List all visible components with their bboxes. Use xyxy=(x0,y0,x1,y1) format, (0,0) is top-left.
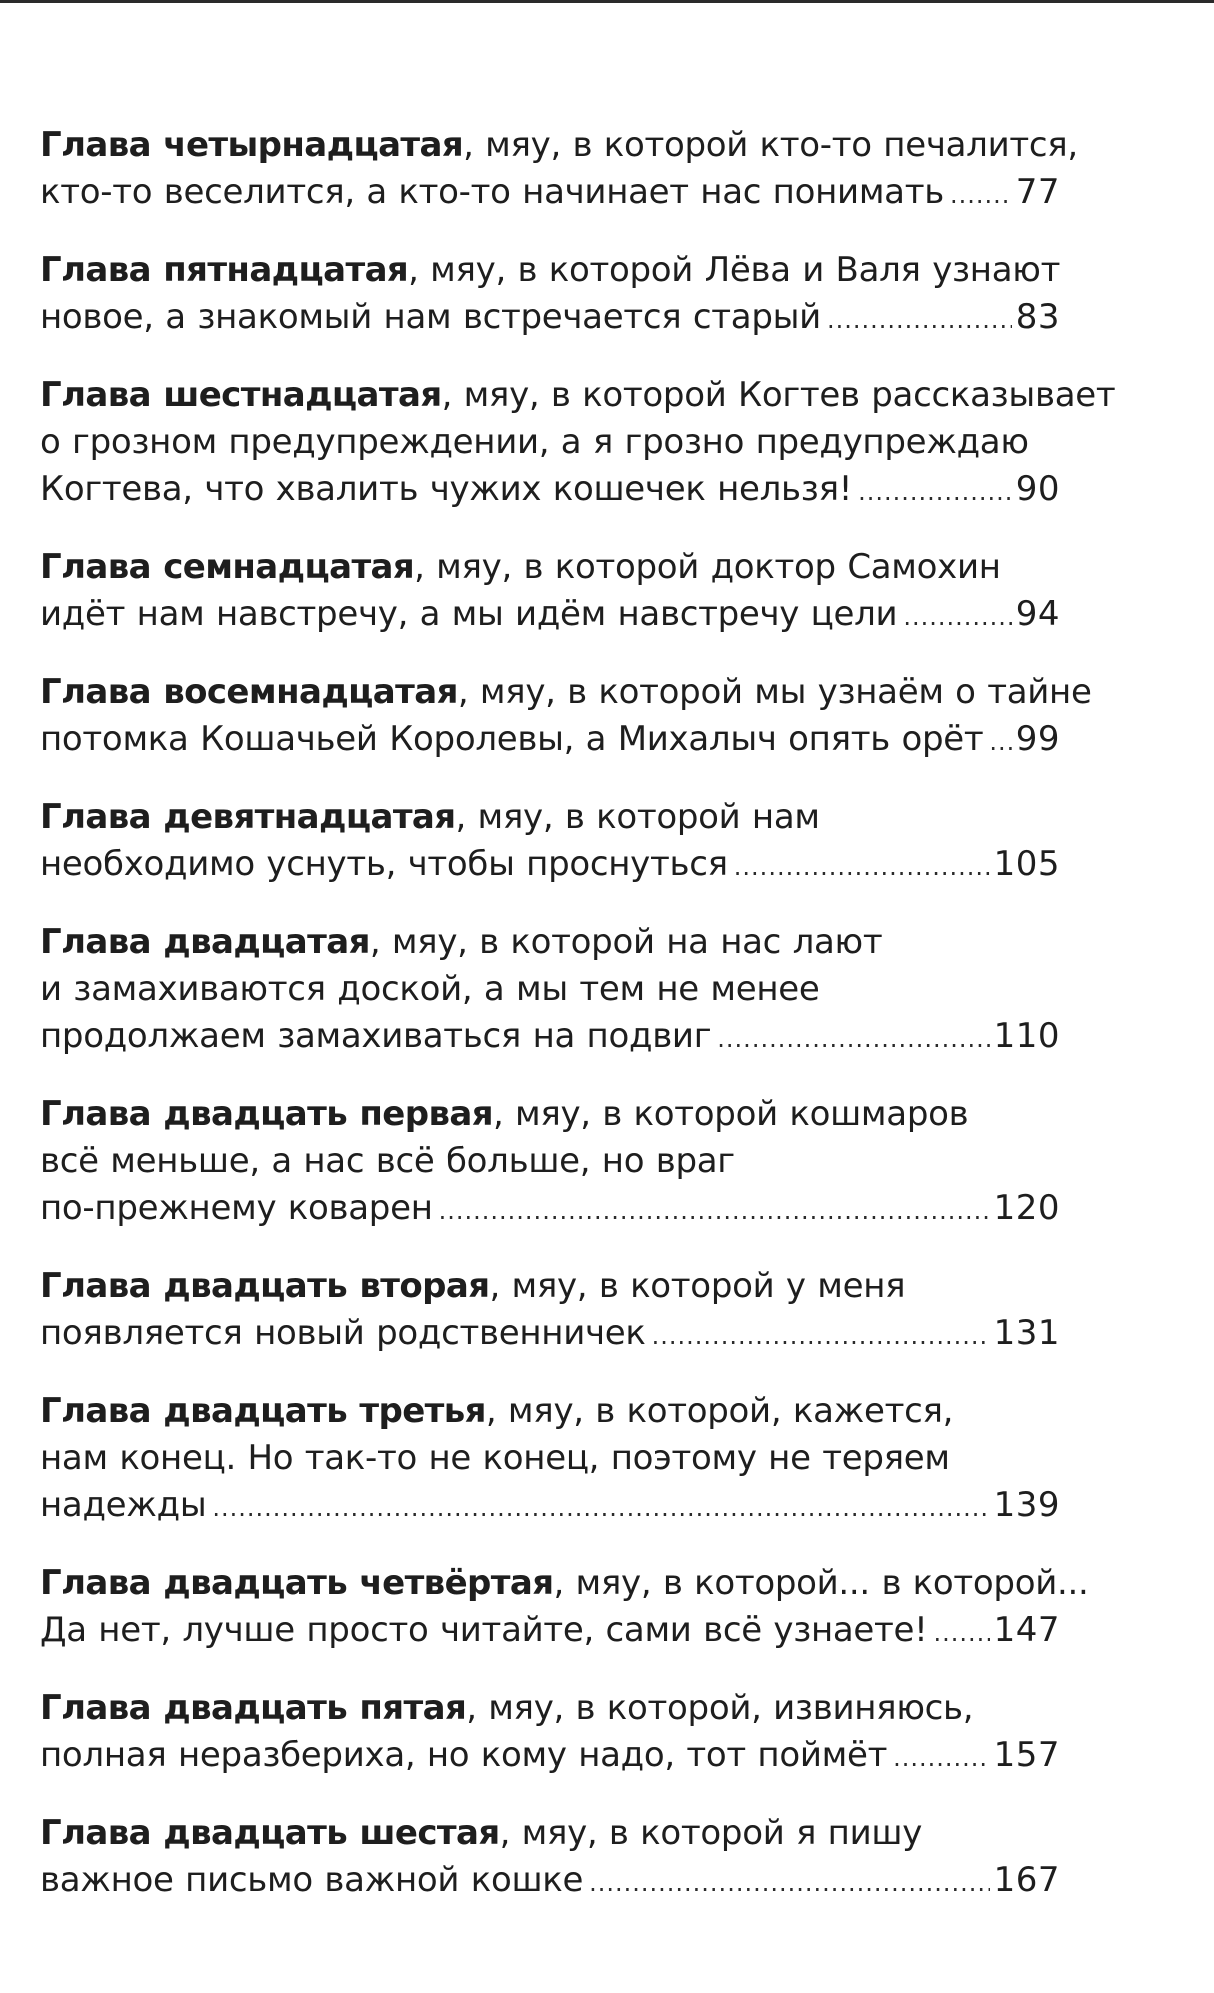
top-border xyxy=(0,0,1214,3)
dot-leader xyxy=(903,594,1011,641)
chapter-description: появляется новый родственничек xyxy=(40,1313,646,1353)
chapter-description: , мяу, в которой, извиняюсь, xyxy=(466,1688,974,1728)
dot-leader xyxy=(893,1735,989,1782)
page-number: 94 xyxy=(1015,594,1060,634)
toc-entry-first-line xyxy=(40,544,1060,591)
toc-entry-last-line xyxy=(40,1310,1060,1360)
chapter-description: важное письмо важной кошке xyxy=(40,1860,584,1900)
chapter-description: , мяу, в которой мы узнаём о тайне xyxy=(457,672,1092,712)
toc-entry[interactable] xyxy=(40,1388,1060,1532)
toc-entry-first-line xyxy=(40,372,1116,419)
toc-entry-first-line xyxy=(40,669,1092,716)
chapter-description: , мяу, в которой у меня xyxy=(489,1266,906,1306)
toc-entry-first-line xyxy=(40,1263,1060,1310)
chapter-description: надежды xyxy=(40,1485,207,1525)
toc-entry-first-line xyxy=(40,122,1078,169)
toc-entry[interactable] xyxy=(40,669,1092,766)
chapter-description: по-прежнему коварен xyxy=(40,1188,433,1228)
toc-entry-last-line xyxy=(40,591,1060,641)
toc-entry-last-line xyxy=(40,1185,1060,1235)
toc-entry[interactable] xyxy=(40,1091,1060,1235)
toc-entry-last-line xyxy=(40,466,1060,516)
chapter-description: , мяу, в которой на нас лают xyxy=(369,922,883,962)
toc-entry-first-line xyxy=(40,247,1060,294)
page-number: 120 xyxy=(993,1188,1060,1228)
dot-leader xyxy=(950,172,1012,219)
chapter-title: Глава восемнадцатая xyxy=(40,672,458,712)
page-number: 90 xyxy=(1015,469,1060,509)
chapter-description: и замахиваются доской, а мы тем не менее xyxy=(40,969,820,1009)
chapter-title: Глава четырнадцатая xyxy=(40,125,464,165)
chapter-title: Глава двадцать вторая xyxy=(40,1266,490,1306)
chapter-description: , мяу, в которой, кажется, xyxy=(485,1391,954,1431)
dot-leader xyxy=(652,1313,990,1360)
chapter-description: нам конец. Но так-то не конец, поэтому не теряем xyxy=(40,1438,950,1478)
chapter-title: Глава пятнадцатая xyxy=(40,250,409,290)
chapter-title: Глава двадцать пятая xyxy=(40,1688,467,1728)
chapter-description: потомка Кошачьей Королевы, а Михалыч опять орёт xyxy=(40,719,984,759)
toc-entry-first-line xyxy=(40,1810,1060,1857)
page-number: 147 xyxy=(993,1610,1060,1650)
toc-entry-first-line xyxy=(40,1091,1060,1138)
toc-entry-last-line xyxy=(40,716,1060,766)
chapter-title: Глава семнадцатая xyxy=(40,547,415,587)
toc-entry[interactable] xyxy=(40,544,1060,641)
dot-leader xyxy=(989,719,1011,766)
dot-leader xyxy=(439,1188,990,1235)
page-number: 157 xyxy=(993,1735,1060,1775)
chapter-title: Глава двадцать третья xyxy=(40,1391,486,1431)
page-number: 83 xyxy=(1015,297,1060,337)
toc-entry-last-line xyxy=(40,1482,1060,1532)
chapter-description: , мяу, в которой я пишу xyxy=(499,1813,923,1853)
chapter-description: , мяу, в которой Лёва и Валя узнают xyxy=(408,250,1061,290)
toc-entry-last-line xyxy=(40,1013,1060,1063)
chapter-description: идёт нам навстречу, а мы идём навстречу цели xyxy=(40,594,898,634)
chapter-description: Когтева, что хвалить чужих кошечек нельзя! xyxy=(40,469,853,509)
chapter-title: Глава двадцать первая xyxy=(40,1094,493,1134)
toc-entry[interactable] xyxy=(40,919,1060,1063)
dot-leader xyxy=(717,1016,989,1063)
chapter-description: , мяу, в которой Когтев рассказывает xyxy=(441,375,1116,415)
page-number: 77 xyxy=(1015,172,1060,212)
toc-entry[interactable] xyxy=(40,1560,1089,1657)
page-number: 131 xyxy=(993,1313,1060,1353)
table-of-contents xyxy=(40,122,1116,1935)
dot-leader xyxy=(212,1485,989,1532)
chapter-description: , мяу, в которой... в которой... xyxy=(553,1563,1089,1603)
chapter-description: всё меньше, а нас всё больше, но враг xyxy=(40,1141,735,1181)
toc-entry-last-line xyxy=(40,1732,1060,1782)
toc-entry-last-line xyxy=(40,294,1060,344)
chapter-description: кто-то веселится, а кто-то начинает нас понимать xyxy=(40,172,944,212)
chapter-description: продолжаем замахиваться на подвиг xyxy=(40,1016,712,1056)
toc-entry-first-line xyxy=(40,794,1060,841)
toc-entry[interactable] xyxy=(40,247,1060,344)
chapter-title: Глава двадцатая xyxy=(40,922,370,962)
toc-entry-first-line xyxy=(40,1388,1060,1435)
chapter-description: полная неразбериха, но кому надо, тот поймёт xyxy=(40,1735,888,1775)
dot-leader xyxy=(589,1860,989,1907)
toc-entry[interactable] xyxy=(40,1263,1060,1360)
toc-entry-last-line xyxy=(40,841,1060,891)
chapter-description: о грозном предупреждении, а я грозно предупреждаю xyxy=(40,422,1029,462)
toc-entry[interactable] xyxy=(40,1685,1060,1782)
chapter-description: Да нет, лучше просто читайте, сами всё узнаете! xyxy=(40,1610,928,1650)
chapter-title: Глава девятнадцатая xyxy=(40,797,456,837)
toc-entry-first-line xyxy=(40,1560,1089,1607)
dot-leader xyxy=(734,844,990,891)
chapter-title: Глава двадцать четвёртая xyxy=(40,1563,554,1603)
page-number: 105 xyxy=(993,844,1060,884)
page-number: 167 xyxy=(993,1860,1060,1900)
dot-leader xyxy=(858,469,1012,516)
page-number: 99 xyxy=(1015,719,1060,759)
toc-entry-last-line xyxy=(40,1607,1060,1657)
toc-entry-first-line xyxy=(40,1685,1060,1732)
toc-entry[interactable] xyxy=(40,794,1060,891)
chapter-description: , мяу, в которой кто-то печалится, xyxy=(463,125,1078,165)
dot-leader xyxy=(934,1610,990,1657)
toc-entry-last-line xyxy=(40,1857,1060,1907)
chapter-title: Глава двадцать шестая xyxy=(40,1813,500,1853)
toc-entry[interactable] xyxy=(40,1810,1060,1907)
toc-entry[interactable] xyxy=(40,372,1116,516)
page-number: 110 xyxy=(993,1016,1060,1056)
chapter-description: , мяу, в которой нам xyxy=(455,797,820,837)
chapter-description: новое, а знакомый нам встречается старый xyxy=(40,297,821,337)
chapter-title: Глава шестнадцатая xyxy=(40,375,442,415)
chapter-description: , мяу, в которой кошмаров xyxy=(492,1094,969,1134)
toc-entry-first-line xyxy=(40,919,1060,966)
chapter-description: необходимо уснуть, чтобы проснуться xyxy=(40,844,728,884)
page-number: 139 xyxy=(993,1485,1060,1525)
dot-leader xyxy=(827,297,1012,344)
toc-entry[interactable] xyxy=(40,122,1078,219)
chapter-description: , мяу, в которой доктор Самохин xyxy=(414,547,1001,587)
toc-entry-last-line xyxy=(40,169,1060,219)
